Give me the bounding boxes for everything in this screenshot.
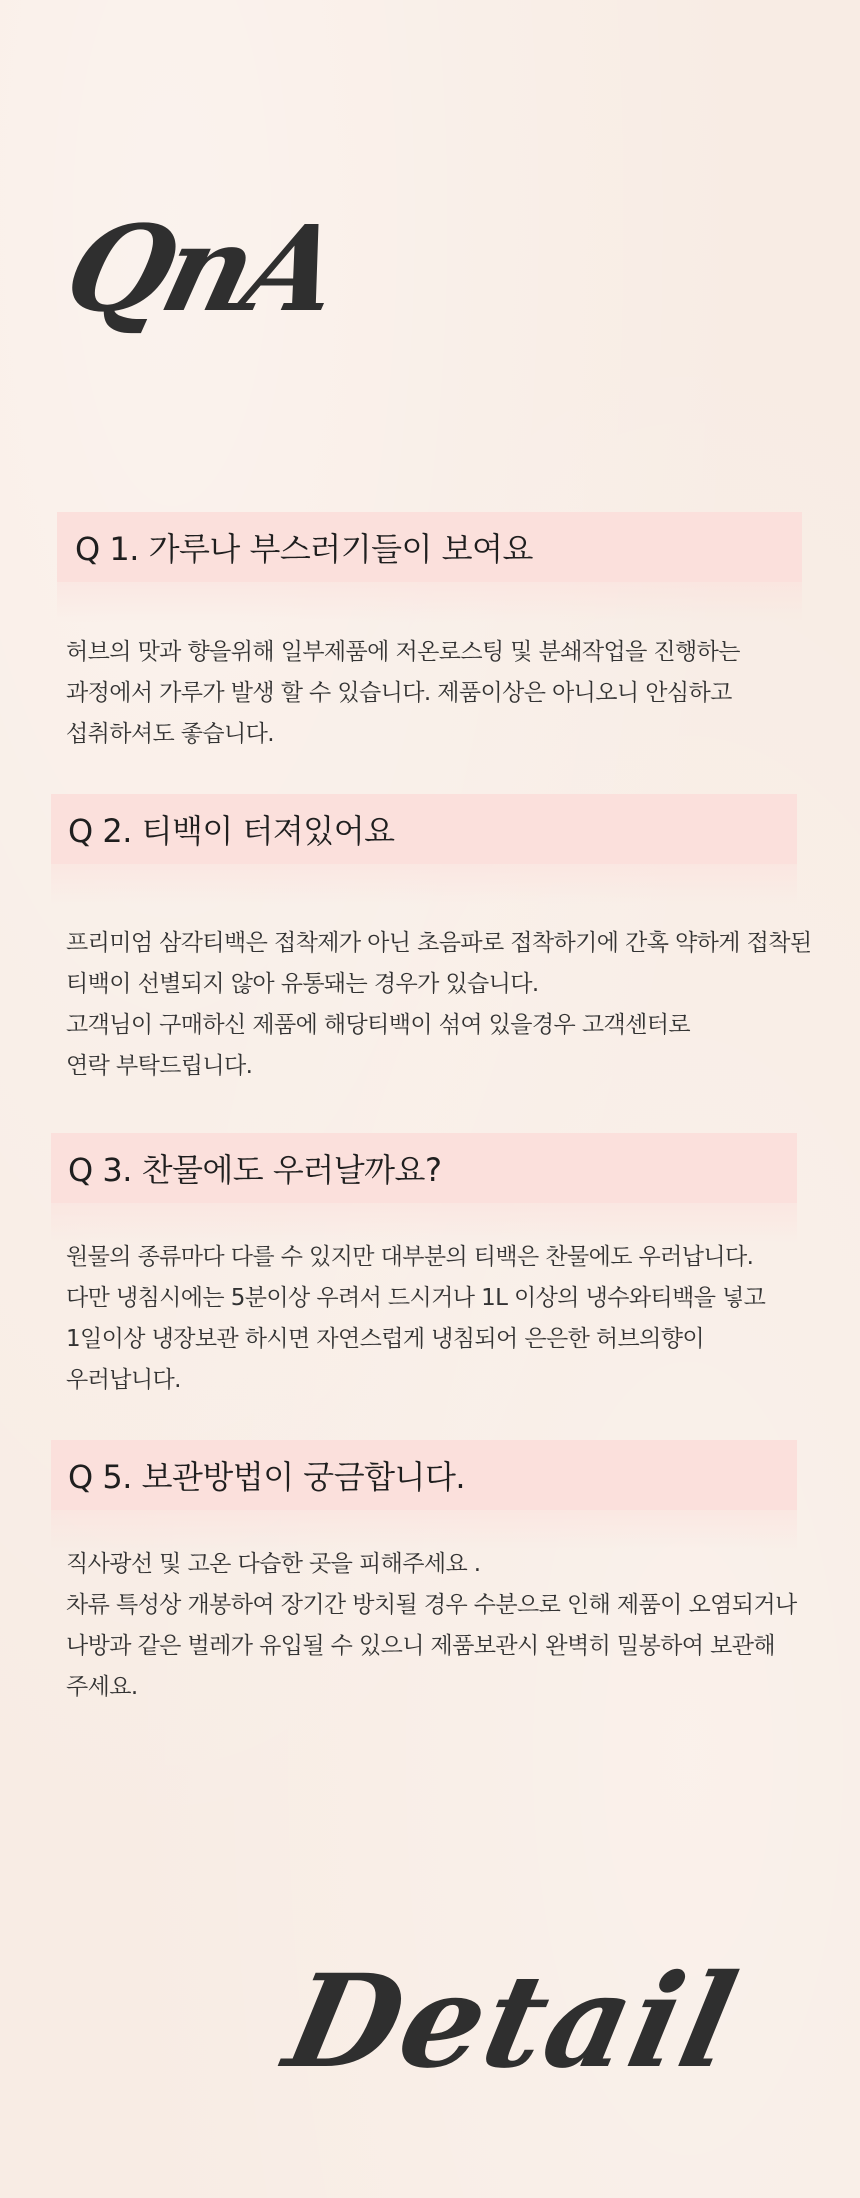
answer-line: 연락 부탁드립니다. (66, 1053, 253, 1079)
answer-text (66, 1544, 797, 1708)
answer-line: 허브의 맛과 향을위해 일부제품에 저온로스팅 및 분쇄작업을 진행하는 (66, 639, 740, 665)
answer-line: 다만 냉침시에는 5분이상 우려서 드시거나 1L 이상의 냉수와티백을 넣고 (66, 1285, 766, 1311)
answer-line: 고객님이 구매하신 제품에 해당티백이 섞여 있을경우 고객센터로 (66, 1012, 690, 1038)
question-bar (51, 1133, 797, 1203)
qna-title: QnA (52, 199, 350, 338)
answer-line: 우러납니다. (66, 1367, 181, 1393)
answer-line: 프리미엄 삼각티백은 접착제가 아닌 초음파로 접착하기에 간혹 약하게 접착된 (66, 930, 812, 956)
answer-line: 주세요. (66, 1674, 138, 1700)
question-text: Q 1. 가루나 부스러기들이 보여요 (75, 530, 533, 568)
answer-line: 차류 특성상 개봉하여 장기간 방치될 경우 수분으로 인해 제품이 오염되거나 (66, 1592, 797, 1618)
question-bar (57, 512, 802, 582)
answer-line: 과정에서 가루가 발생 할 수 있습니다. 제품이상은 아니오니 안심하고 (66, 680, 732, 706)
answer-line: 섭취하셔도 좋습니다. (66, 721, 274, 747)
answer-text (66, 923, 811, 1087)
answer-text (66, 1237, 765, 1401)
question-bar (51, 794, 797, 864)
answer-line: 나방과 같은 벌레가 유입될 수 있으니 제품보관시 완벽히 밀봉하여 보관해 (66, 1633, 775, 1659)
question-text: Q 5. 보관방법이 궁금합니다. (68, 1458, 466, 1496)
answer-line: 원물의 종류마다 다를 수 있지만 대부분의 티백은 찬물에도 우러납니다. (66, 1244, 754, 1270)
answer-text (66, 632, 740, 755)
question-text: Q 3. 찬물에도 우러날까요? (68, 1151, 442, 1189)
answer-line: 1일이상 냉장보관 하시면 자연스럽게 냉침되어 은은한 허브의향이 (66, 1326, 704, 1352)
question-bar-shadow (51, 864, 797, 904)
question-bar-shadow (57, 582, 802, 622)
answer-line: 직사광선 및 고온 다습한 곳을 피해주세요 . (66, 1551, 481, 1577)
question-bar (51, 1440, 797, 1510)
answer-line: 티백이 선별되지 않아 유통돼는 경우가 있습니다. (66, 971, 539, 997)
question-text: Q 2. 티백이 터져있어요 (68, 812, 395, 850)
detail-title: Detail (274, 1947, 750, 2097)
